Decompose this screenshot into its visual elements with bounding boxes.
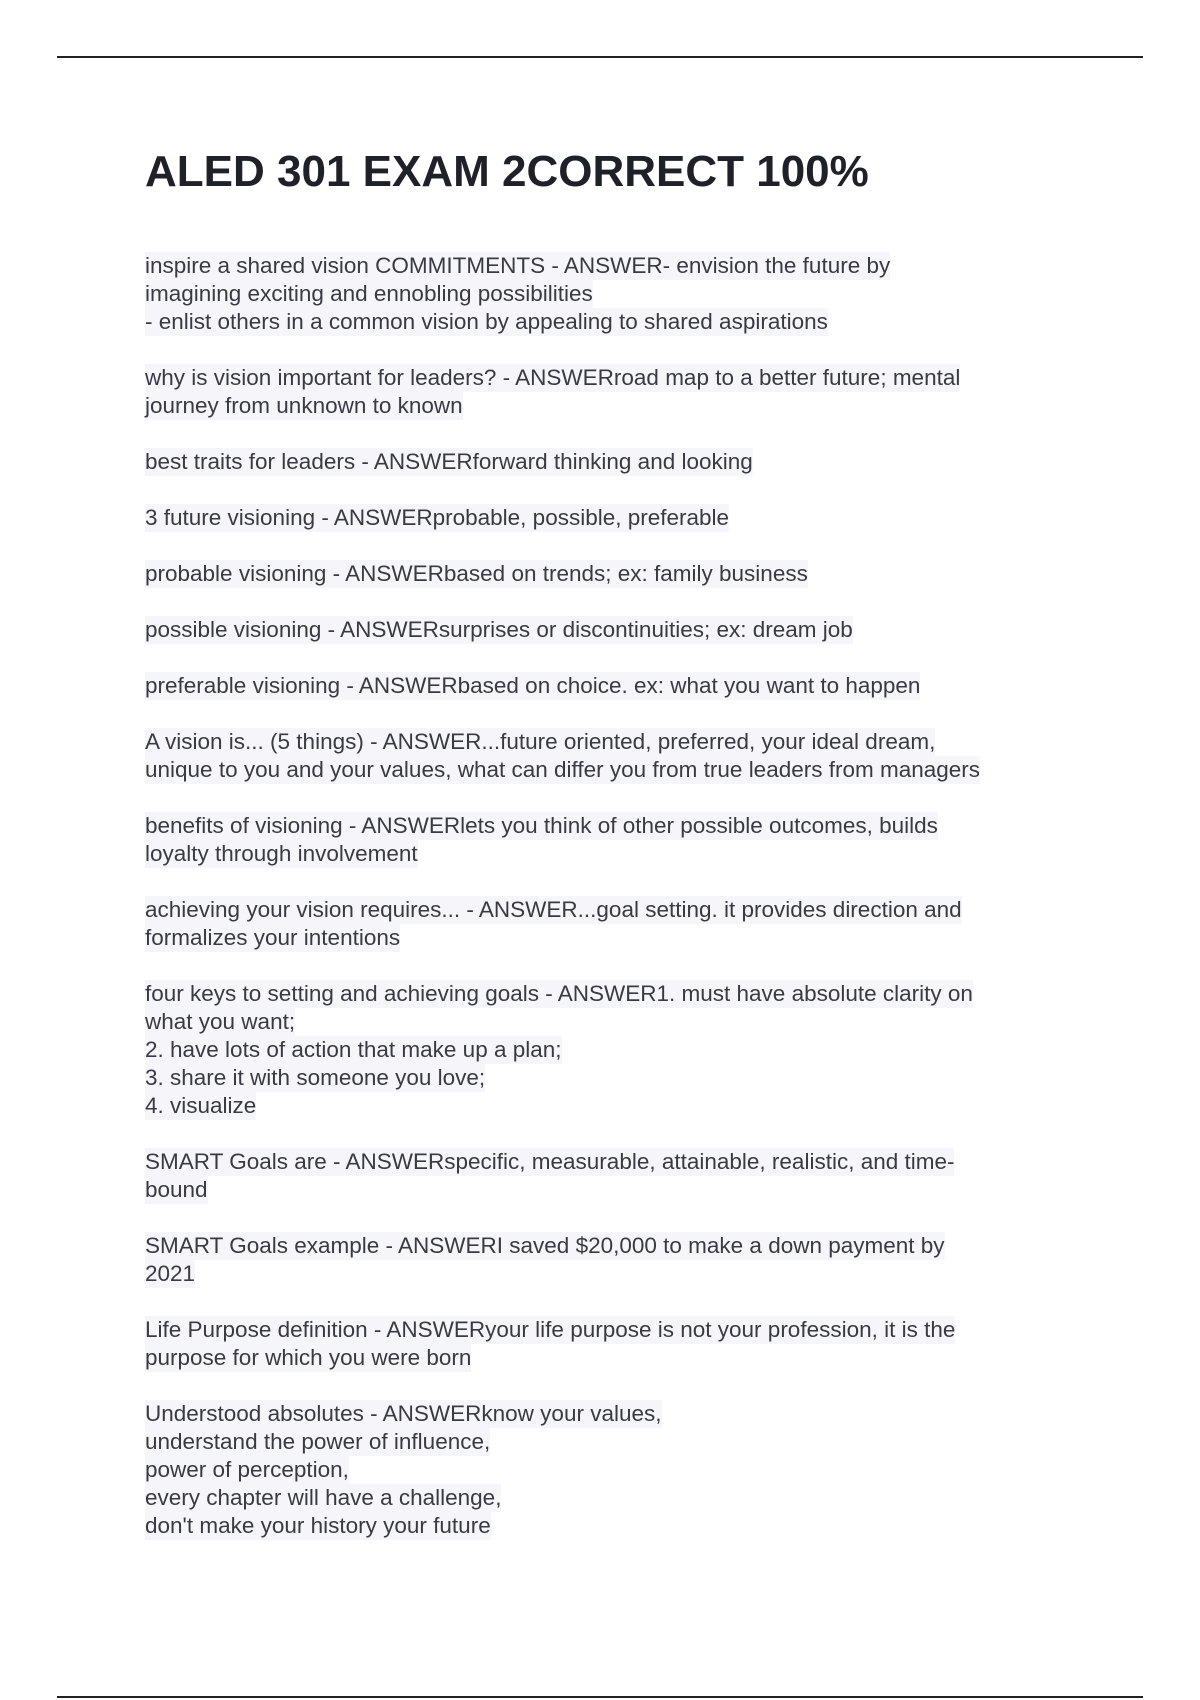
- qa-line: Understood absolutes - ANSWERknow your values,: [145, 1401, 662, 1426]
- qa-line: four keys to setting and achieving goals - ANSWER1. must have absolute clarity on: [145, 981, 973, 1006]
- qa-item: [145, 448, 1065, 476]
- qa-line: understand the power of influence,: [145, 1429, 491, 1454]
- qa-item: [145, 1232, 1065, 1288]
- qa-line: power of perception,: [145, 1457, 349, 1482]
- document-body: [145, 144, 1065, 1568]
- qa-line: benefits of visioning - ANSWERlets you think of other possible outcomes, builds: [145, 813, 938, 838]
- qa-item: [145, 728, 1065, 784]
- qa-line: achieving your vision requires... - ANSWER...goal setting. it provides direction and: [145, 897, 962, 922]
- qa-item: [145, 504, 1065, 532]
- qa-line: 3. share it with someone you love;: [145, 1065, 486, 1090]
- qa-line: 2021: [145, 1261, 196, 1286]
- qa-item: [145, 812, 1065, 868]
- qa-line: preferable visioning - ANSWERbased on choice. ex: what you want to happen: [145, 673, 921, 698]
- qa-line: don't make your history your future: [145, 1513, 491, 1538]
- qa-line: every chapter will have a challenge,: [145, 1485, 502, 1510]
- qa-line: probable visioning - ANSWERbased on trends; ex: family business: [145, 561, 808, 586]
- qa-line: what you want;: [145, 1009, 296, 1034]
- qa-item: [145, 560, 1065, 588]
- qa-item: [145, 1316, 1065, 1372]
- top-rule: [57, 56, 1143, 58]
- qa-line: 3 future visioning - ANSWERprobable, possible, preferable: [145, 505, 730, 530]
- qa-item: [145, 364, 1065, 420]
- qa-line: loyalty through involvement: [145, 841, 418, 866]
- qa-line: A vision is... (5 things) - ANSWER...future oriented, preferred, your ideal dream,: [145, 729, 936, 754]
- qa-line: 2. have lots of action that make up a plan;: [145, 1037, 562, 1062]
- qa-item: [145, 616, 1065, 644]
- qa-line: SMART Goals are - ANSWERspecific, measurable, attainable, realistic, and time-: [145, 1149, 955, 1174]
- qa-line: unique to you and your values, what can differ you from true leaders from managers: [145, 757, 981, 782]
- qa-line: possible visioning - ANSWERsurprises or discontinuities; ex: dream job: [145, 617, 853, 642]
- qa-item: [145, 672, 1065, 700]
- bottom-rule: [57, 1696, 1143, 1698]
- qa-line: SMART Goals example - ANSWERI saved $20,000 to make a down payment by: [145, 1233, 945, 1258]
- qa-line: inspire a shared vision COMMITMENTS - ANSWER- envision the future by: [145, 253, 891, 278]
- qa-line: 4. visualize: [145, 1093, 257, 1118]
- qa-line: why is vision important for leaders? - ANSWERroad map to a better future; mental: [145, 365, 961, 390]
- qa-item: [145, 1148, 1065, 1204]
- page-title: ALED 301 EXAM 2CORRECT 100%: [145, 147, 869, 196]
- qa-line: Life Purpose definition - ANSWERyour life purpose is not your profession, it is the: [145, 1317, 956, 1342]
- qa-list: [145, 252, 1065, 1540]
- qa-line: best traits for leaders - ANSWERforward thinking and looking: [145, 449, 753, 474]
- qa-item: [145, 896, 1065, 952]
- qa-line: formalizes your intentions: [145, 925, 401, 950]
- qa-item: [145, 252, 1065, 336]
- qa-item: [145, 980, 1065, 1120]
- qa-line: - enlist others in a common vision by appealing to shared aspirations: [145, 309, 828, 334]
- qa-line: purpose for which you were born: [145, 1345, 472, 1370]
- qa-line: journey from unknown to known: [145, 393, 463, 418]
- qa-line: imagining exciting and ennobling possibilities: [145, 281, 593, 306]
- qa-line: bound: [145, 1177, 208, 1202]
- qa-item: [145, 1400, 1065, 1540]
